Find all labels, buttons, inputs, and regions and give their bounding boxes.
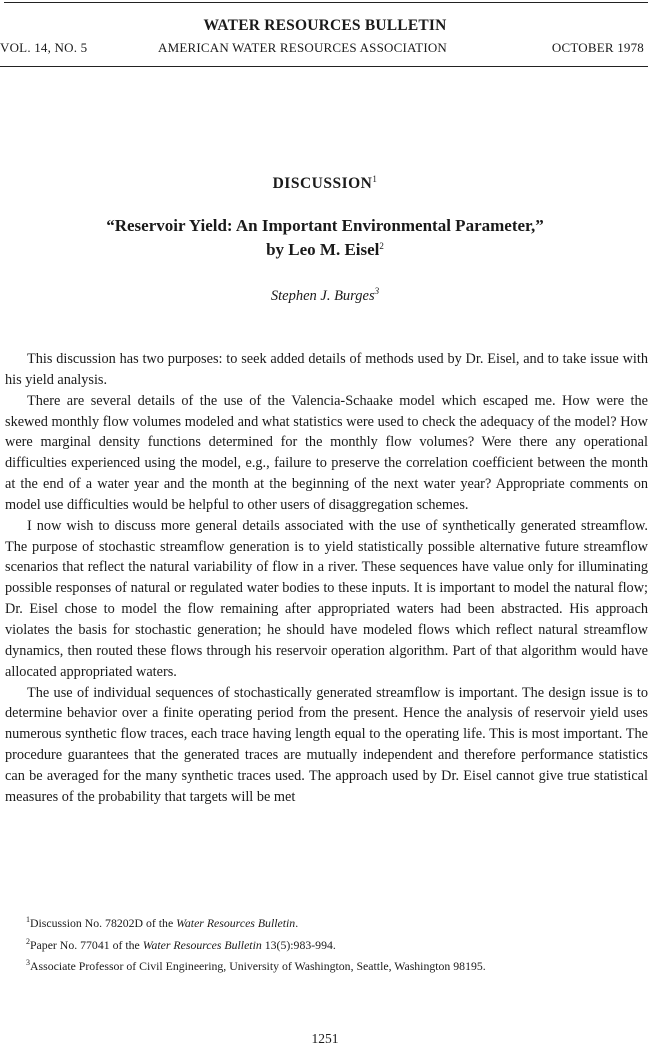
author-footnote-mark: 3 bbox=[374, 286, 380, 296]
article-title-line-1 bbox=[0, 216, 650, 236]
article-title-line-2 bbox=[0, 240, 650, 260]
footnote-text: Associate Professor of Civil Engineering, University of Washington, Seattle, Washington 98195. bbox=[30, 959, 486, 973]
article-body bbox=[5, 349, 648, 808]
section-footnote-mark: 1 bbox=[372, 174, 378, 184]
section-label: DISCUSSION bbox=[272, 175, 373, 192]
paragraph: There are several details of the use of the Valencia-Schaake model which escaped me. How were the skewed monthly flow volumes modeled and what statistics were used to check the adequacy of the model? How were marginal density functions determined for the monthly flow volumes? Were there any operational difficulties experienced using the model, e.g., failure to preserve the correlation coefficient between the month at the end of a water year and the month at the beginning of the next water year? Appropriate comments on model use difficulties would be helpful to other users of disaggregation schemes. bbox=[5, 392, 648, 513]
footnote-mark: 2 bbox=[26, 936, 30, 946]
title-text-1: “Reservoir Yield: An Important Environmental Parameter,” bbox=[106, 216, 544, 235]
footnotes bbox=[26, 911, 641, 976]
footnote-3 bbox=[26, 954, 641, 976]
masthead-top-rule bbox=[4, 2, 648, 3]
association-name: AMERICAN WATER RESOURCES ASSOCIATION bbox=[158, 40, 448, 55]
footnote-mark: 3 bbox=[26, 958, 30, 967]
footnote-text: Discussion No. 78202D of the bbox=[30, 916, 177, 930]
author-name: Stephen J. Burges bbox=[270, 288, 375, 304]
paragraph: This discussion has two purposes: to seek added details of methods used by Dr. Eisel, and to take issue with his yield analysis. bbox=[5, 351, 648, 388]
footnote-1 bbox=[26, 911, 641, 933]
masthead-bottom-rule bbox=[0, 66, 648, 67]
footnote-text: Paper No. 77041 of the bbox=[30, 937, 143, 952]
footnote-suffix: 13(5):983-994. bbox=[261, 937, 336, 952]
paragraph: The use of individual sequences of stochastically generated streamflow is important. The design issue is to determine behavior over a finite operating period from the present. Hence the analysis of reservoir yield uses numerous synthetic flow traces, each trace having length equal to the operating life. This is most important. The procedure guarantees that the generated traces are mutually independent and therefore performance statistics can be averaged for the many synthetic traces used. The approach used by Dr. Eisel cannot give true statistical measures of the probability that targets will be met bbox=[5, 684, 648, 805]
footnote-suffix: . bbox=[295, 916, 299, 930]
paragraph: I now wish to discuss more general details associated with the use of synthetically generated streamflow. The purpose of stochastic streamflow generation is to yield statistically possible alternative future streamflow scenarios that reflect the natural variability of flow in a river. These sequences have value only for illuminating possible responses of natural or regulated water bodies to these inputs. It is important to model the natural flow; Dr. Eisel chose to model the flow remaining after appropriated waters had been abstracted. His approach violates the basis for stochastic generation; he should have modeled flows which reflect natural streamflow dynamics, then routed these flows through his reservoir operation algorithm. Part of that algorithm would have allocated appropriated waters. bbox=[5, 517, 648, 680]
footnote-2 bbox=[26, 933, 641, 955]
title-text-2: by Leo M. Eisel bbox=[266, 240, 380, 259]
volume-number: VOL. 14, NO. 5 bbox=[0, 40, 88, 55]
journal-title: WATER RESOURCES BULLETIN bbox=[203, 17, 447, 34]
page-number: 1251 bbox=[311, 1031, 339, 1046]
footnote-mark: 1 bbox=[26, 915, 30, 924]
title-footnote-mark: 2 bbox=[379, 241, 384, 251]
footnote-journal: Water Resources Bulletin bbox=[176, 916, 296, 930]
issue-date: OCTOBER 1978 bbox=[551, 40, 644, 55]
section-heading bbox=[0, 174, 650, 193]
author-byline bbox=[0, 286, 650, 305]
footnote-journal: Water Resources Bulletin bbox=[142, 937, 262, 952]
